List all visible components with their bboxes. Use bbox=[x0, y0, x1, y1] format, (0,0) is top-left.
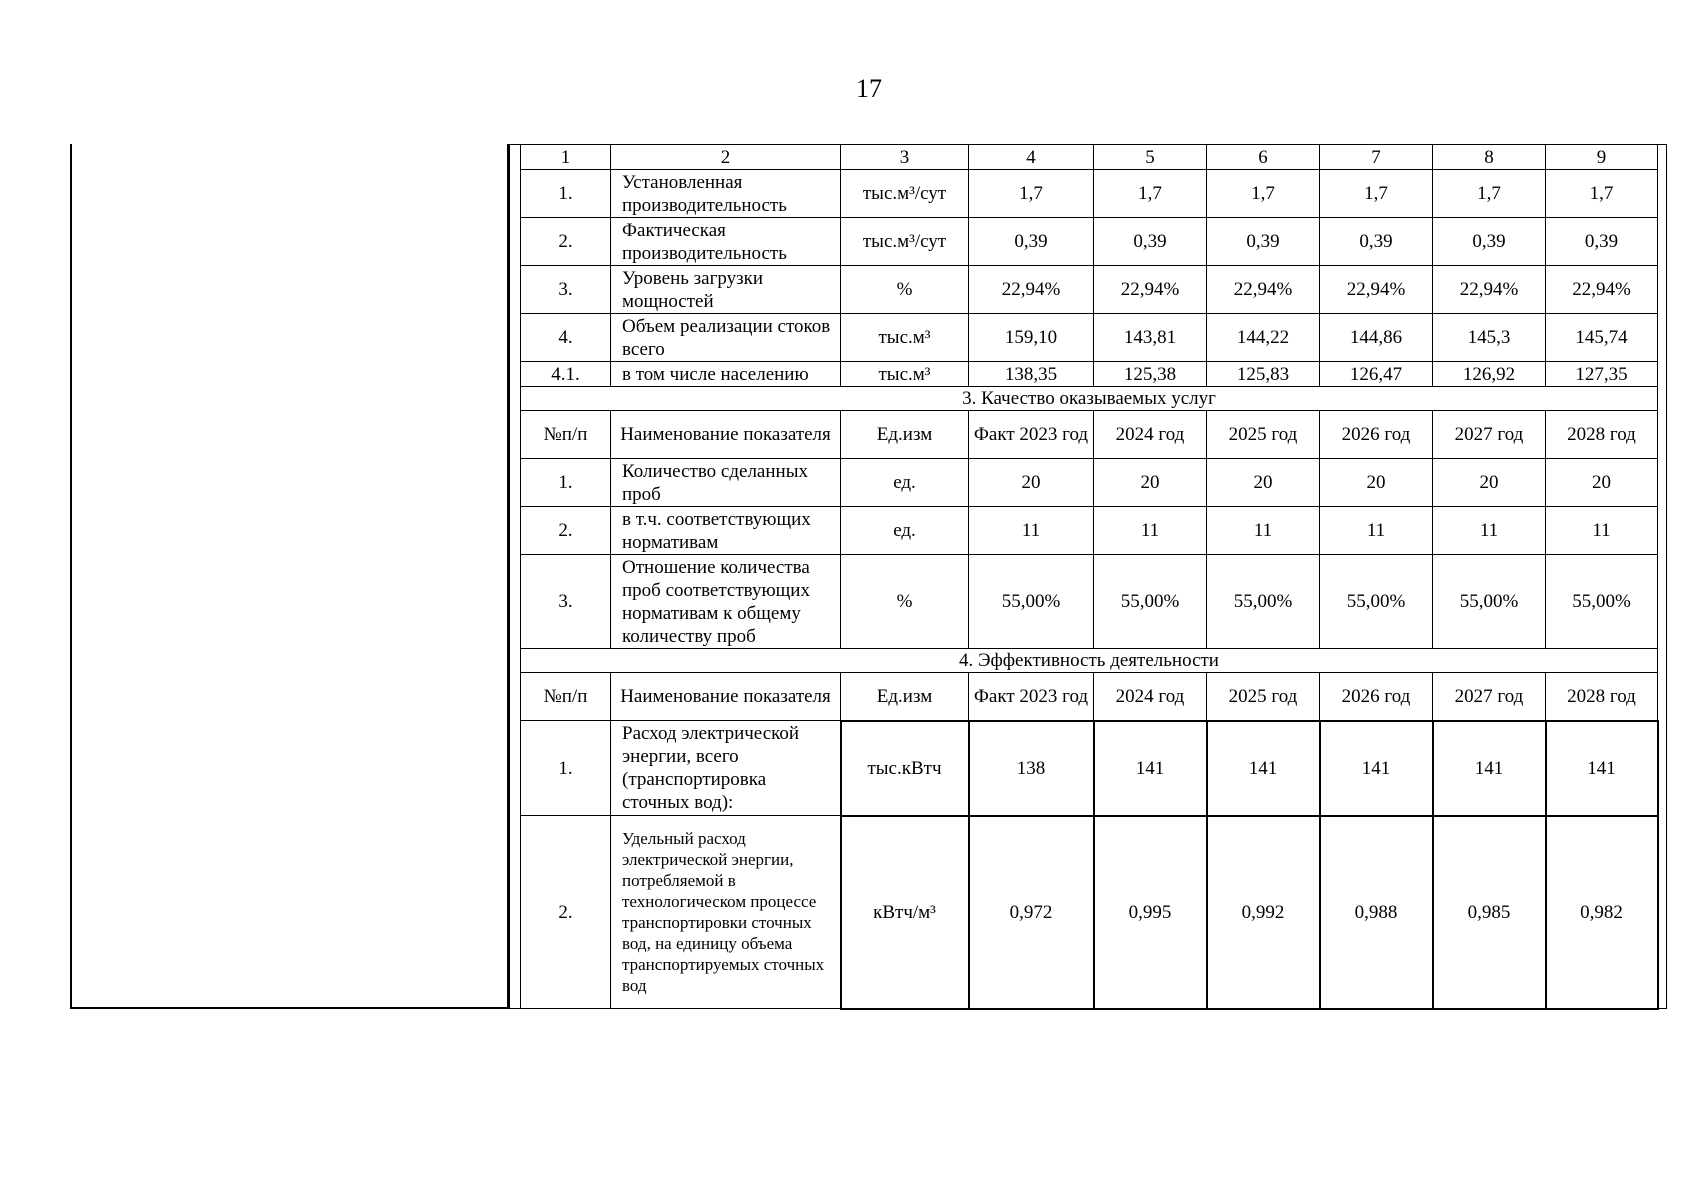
header-name-cell: Наименование показателя bbox=[611, 673, 841, 721]
value-cell: 20 bbox=[1320, 459, 1433, 507]
section-title: 4. Эффективность деятельности bbox=[521, 649, 1658, 673]
value-cell: 145,3 bbox=[1433, 314, 1546, 362]
table-row bbox=[521, 459, 1658, 507]
header-year-cell: 2028 год bbox=[1546, 673, 1658, 721]
header-year-cell: Факт 2023 год bbox=[969, 673, 1094, 721]
unit-cell: ед. bbox=[841, 459, 969, 507]
table-row bbox=[521, 721, 1658, 816]
unit-cell: % bbox=[841, 266, 969, 314]
value-cell: 11 bbox=[1433, 507, 1546, 555]
header-year-cell: 2026 год bbox=[1320, 673, 1433, 721]
value-cell: 1,7 bbox=[1207, 170, 1320, 218]
left-margin-frame bbox=[70, 144, 509, 1009]
value-cell: 126,47 bbox=[1320, 362, 1433, 387]
table-row bbox=[521, 362, 1658, 387]
table-row bbox=[521, 507, 1658, 555]
value-cell: 55,00% bbox=[1433, 555, 1546, 649]
unit-cell: тыс.м³ bbox=[841, 314, 969, 362]
column-number-cell: 6 bbox=[1207, 145, 1320, 170]
section-title-row bbox=[521, 649, 1658, 673]
value-cell: 125,38 bbox=[1094, 362, 1207, 387]
unit-cell: тыс.м³ bbox=[841, 362, 969, 387]
value-cell: 1,7 bbox=[969, 170, 1094, 218]
section-header-row bbox=[521, 411, 1658, 459]
value-cell: 11 bbox=[1320, 507, 1433, 555]
indicator-name-cell: в т.ч. соответствующих нормативам bbox=[611, 507, 841, 555]
value-cell: 0,972 bbox=[969, 816, 1094, 1009]
column-number-cell: 8 bbox=[1433, 145, 1546, 170]
header-name-cell: Наименование показателя bbox=[611, 411, 841, 459]
value-cell: 0,39 bbox=[1207, 218, 1320, 266]
indicator-name-cell: Количество сделанных проб bbox=[611, 459, 841, 507]
header-year-cell: 2028 год bbox=[1546, 411, 1658, 459]
indicator-name-cell: Объем реализации стоков всего bbox=[611, 314, 841, 362]
column-number-cell: 1 bbox=[521, 145, 611, 170]
value-cell: 11 bbox=[1094, 507, 1207, 555]
value-cell: 144,86 bbox=[1320, 314, 1433, 362]
value-cell: 138,35 bbox=[969, 362, 1094, 387]
header-year-cell: 2024 год bbox=[1094, 411, 1207, 459]
column-number-cell: 7 bbox=[1320, 145, 1433, 170]
indicator-name-cell: Отношение количества проб соответствующих нормативам к общему количеству проб bbox=[611, 555, 841, 649]
header-year-cell: 2024 год bbox=[1094, 673, 1207, 721]
value-cell: 141 bbox=[1320, 721, 1433, 816]
indicator-name-cell: Уровень загрузки мощностей bbox=[611, 266, 841, 314]
row-number-cell: 3. bbox=[521, 555, 611, 649]
header-number-cell: №п/п bbox=[521, 673, 611, 721]
row-number-cell: 4. bbox=[521, 314, 611, 362]
value-cell: 0,985 bbox=[1433, 816, 1546, 1009]
row-number-cell: 1. bbox=[521, 459, 611, 507]
value-cell: 0,992 bbox=[1207, 816, 1320, 1009]
unit-cell: % bbox=[841, 555, 969, 649]
value-cell: 0,995 bbox=[1094, 816, 1207, 1009]
row-number-cell: 2. bbox=[521, 507, 611, 555]
value-cell: 22,94% bbox=[1207, 266, 1320, 314]
value-cell: 126,92 bbox=[1433, 362, 1546, 387]
value-cell: 0,39 bbox=[1320, 218, 1433, 266]
value-cell: 1,7 bbox=[1320, 170, 1433, 218]
value-cell: 141 bbox=[1207, 721, 1320, 816]
value-cell: 1,7 bbox=[1546, 170, 1658, 218]
unit-cell: тыс.м³/сут bbox=[841, 170, 969, 218]
value-cell: 0,988 bbox=[1320, 816, 1433, 1009]
value-cell: 55,00% bbox=[1320, 555, 1433, 649]
unit-cell: ед. bbox=[841, 507, 969, 555]
row-number-cell: 1. bbox=[521, 721, 611, 816]
value-cell: 138 bbox=[969, 721, 1094, 816]
header-year-cell: 2027 год bbox=[1433, 411, 1546, 459]
value-cell: 20 bbox=[1207, 459, 1320, 507]
value-cell: 11 bbox=[969, 507, 1094, 555]
value-cell: 145,74 bbox=[1546, 314, 1658, 362]
value-cell: 0,39 bbox=[1433, 218, 1546, 266]
header-year-cell: 2025 год bbox=[1207, 673, 1320, 721]
value-cell: 22,94% bbox=[969, 266, 1094, 314]
value-cell: 55,00% bbox=[1207, 555, 1320, 649]
unit-cell: тыс.м³/сут bbox=[841, 218, 969, 266]
page-number: 17 bbox=[856, 74, 882, 103]
column-number-row bbox=[521, 145, 1658, 170]
value-cell: 0,39 bbox=[1094, 218, 1207, 266]
header-year-cell: 2026 год bbox=[1320, 411, 1433, 459]
indicator-name-cell: Расход электрической энергии, всего (транспортировка сточных вод): bbox=[611, 721, 841, 816]
indicators-table bbox=[520, 144, 1659, 1010]
value-cell: 22,94% bbox=[1433, 266, 1546, 314]
value-cell: 1,7 bbox=[1433, 170, 1546, 218]
value-cell: 55,00% bbox=[1094, 555, 1207, 649]
value-cell: 22,94% bbox=[1546, 266, 1658, 314]
header-unit-cell: Ед.изм bbox=[841, 673, 969, 721]
indicator-name-cell: Удельный расход электрической энергии, потребляемой в технологическом процессе транспортировки сточных вод, на единицу объема транспортируемых сточных вод bbox=[611, 816, 841, 1009]
column-number-cell: 3 bbox=[841, 145, 969, 170]
value-cell: 159,10 bbox=[969, 314, 1094, 362]
value-cell: 143,81 bbox=[1094, 314, 1207, 362]
unit-cell: тыс.кВтч bbox=[841, 721, 969, 816]
unit-cell: кВтч/м³ bbox=[841, 816, 969, 1009]
value-cell: 11 bbox=[1207, 507, 1320, 555]
value-cell: 22,94% bbox=[1094, 266, 1207, 314]
column-number-cell: 5 bbox=[1094, 145, 1207, 170]
value-cell: 20 bbox=[1094, 459, 1207, 507]
table-row bbox=[521, 314, 1658, 362]
value-cell: 141 bbox=[1094, 721, 1207, 816]
value-cell: 11 bbox=[1546, 507, 1658, 555]
value-cell: 127,35 bbox=[1546, 362, 1658, 387]
indicator-name-cell: Фактическая производительность bbox=[611, 218, 841, 266]
section-title: 3. Качество оказываемых услуг bbox=[521, 387, 1658, 411]
row-number-cell: 2. bbox=[521, 218, 611, 266]
value-cell: 20 bbox=[1546, 459, 1658, 507]
row-number-cell: 3. bbox=[521, 266, 611, 314]
row-number-cell: 1. bbox=[521, 170, 611, 218]
header-unit-cell: Ед.изм bbox=[841, 411, 969, 459]
value-cell: 0,982 bbox=[1546, 816, 1658, 1009]
value-cell: 20 bbox=[969, 459, 1094, 507]
indicator-name-cell: Установленная производительность bbox=[611, 170, 841, 218]
value-cell: 144,22 bbox=[1207, 314, 1320, 362]
table-row bbox=[521, 816, 1658, 1009]
table-row bbox=[521, 555, 1658, 649]
value-cell: 0,39 bbox=[1546, 218, 1658, 266]
section-header-row bbox=[521, 673, 1658, 721]
value-cell: 125,83 bbox=[1207, 362, 1320, 387]
header-year-cell: 2027 год bbox=[1433, 673, 1546, 721]
row-number-cell: 4.1. bbox=[521, 362, 611, 387]
table-row bbox=[521, 218, 1658, 266]
column-number-cell: 4 bbox=[969, 145, 1094, 170]
header-year-cell: 2025 год bbox=[1207, 411, 1320, 459]
column-number-cell: 2 bbox=[611, 145, 841, 170]
row-number-cell: 2. bbox=[521, 816, 611, 1009]
value-cell: 22,94% bbox=[1320, 266, 1433, 314]
header-year-cell: Факт 2023 год bbox=[969, 411, 1094, 459]
value-cell: 1,7 bbox=[1094, 170, 1207, 218]
value-cell: 55,00% bbox=[1546, 555, 1658, 649]
value-cell: 141 bbox=[1433, 721, 1546, 816]
table-row bbox=[521, 266, 1658, 314]
header-number-cell: №п/п bbox=[521, 411, 611, 459]
section-title-row bbox=[521, 387, 1658, 411]
value-cell: 20 bbox=[1433, 459, 1546, 507]
value-cell: 55,00% bbox=[969, 555, 1094, 649]
value-cell: 141 bbox=[1546, 721, 1658, 816]
value-cell: 0,39 bbox=[969, 218, 1094, 266]
column-number-cell: 9 bbox=[1546, 145, 1658, 170]
indicator-name-cell: в том числе населению bbox=[611, 362, 841, 387]
table-row bbox=[521, 170, 1658, 218]
